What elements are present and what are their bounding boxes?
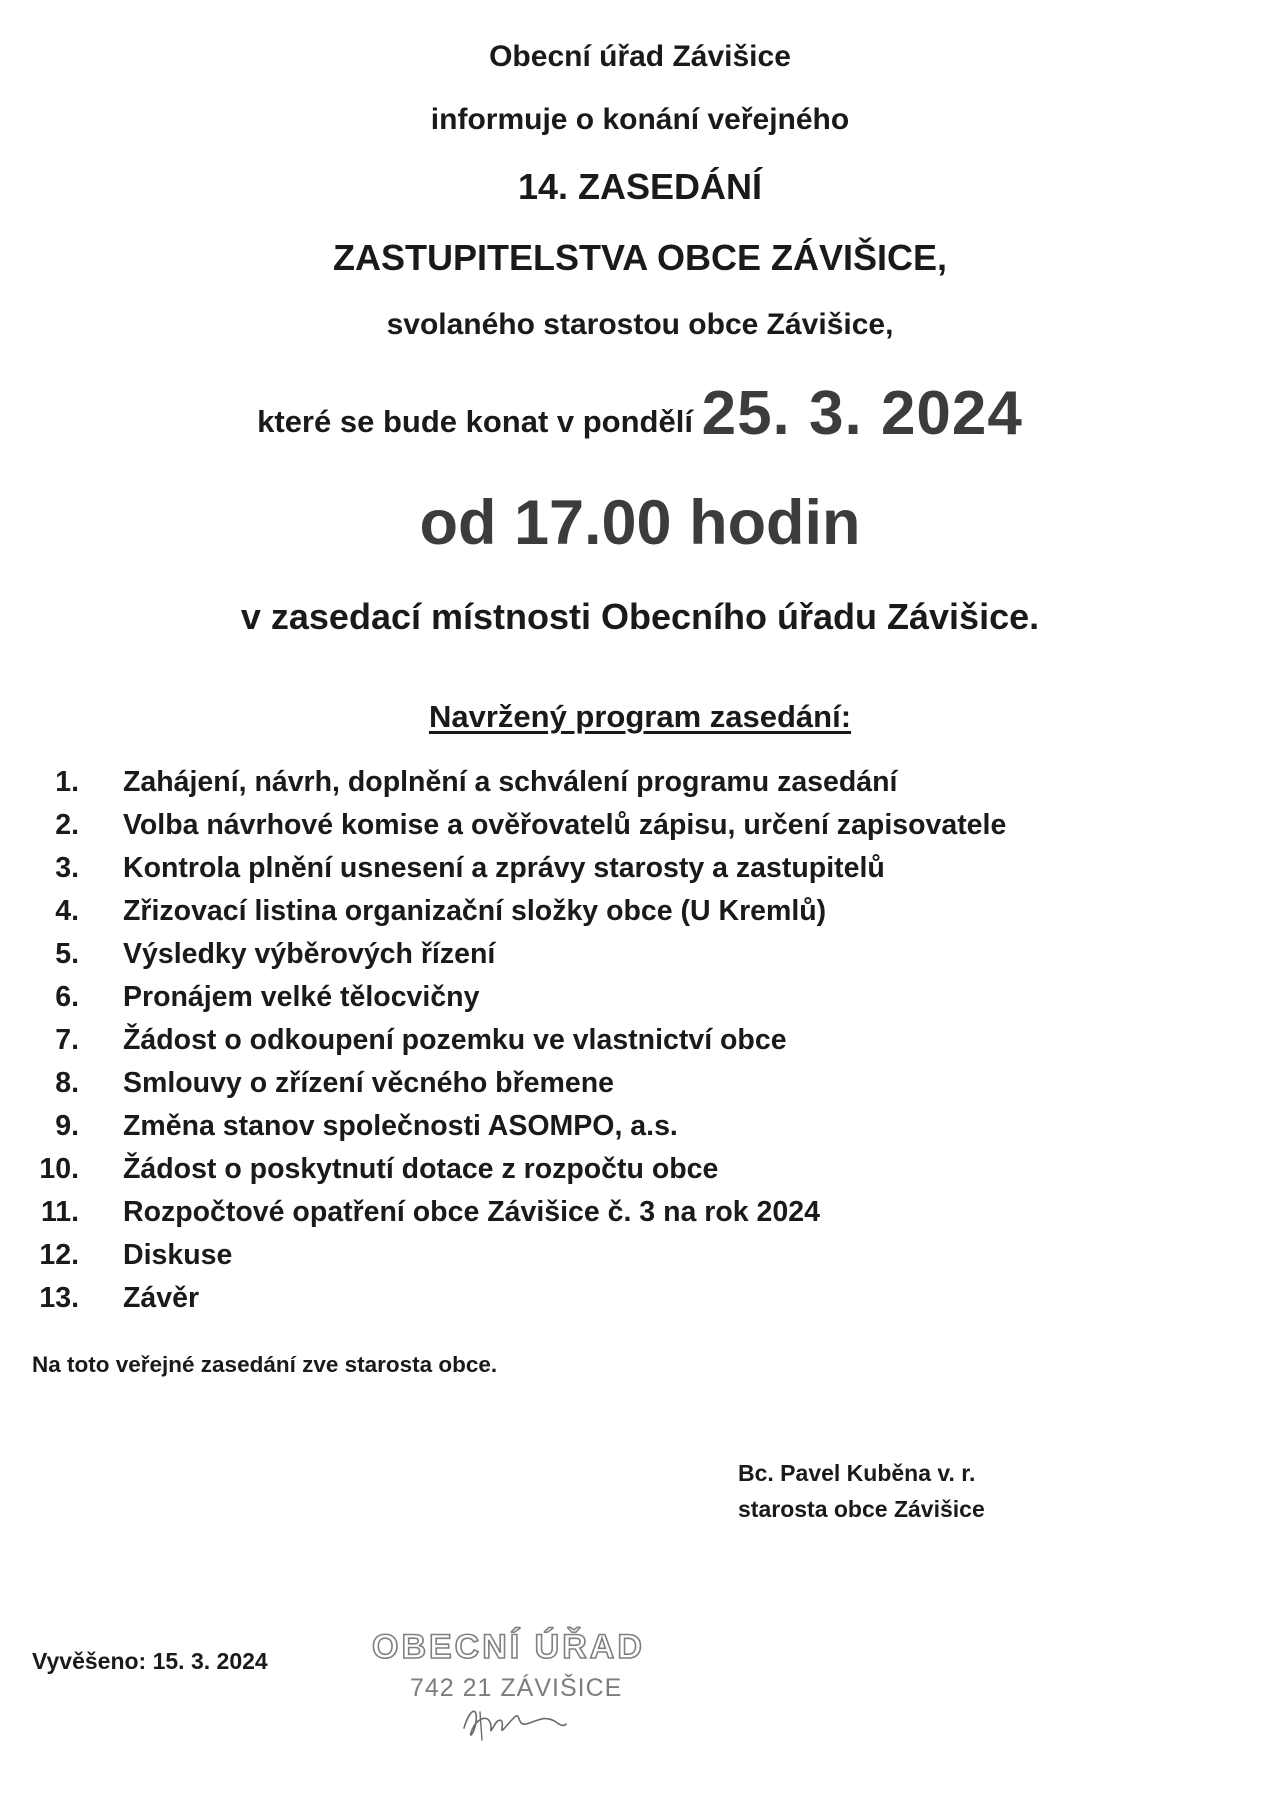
agenda-number: 5. xyxy=(55,938,79,970)
agenda-number: 1. xyxy=(55,766,79,798)
council-title: ZASTUPITELSTVA OBCE ZÁVIŠICE, xyxy=(332,237,948,278)
intro-line: informuje o konání veřejného xyxy=(430,103,850,136)
agenda-text: Závěr xyxy=(123,1282,200,1314)
agenda-item xyxy=(32,1105,1262,1148)
agenda-item xyxy=(32,1191,1262,1234)
posted-date: Vyvěšeno: 15. 3. 2024 xyxy=(32,1648,268,1674)
date-prefix: které se bude konat v pondělí xyxy=(257,404,693,439)
program-heading xyxy=(0,699,1280,735)
agenda-item xyxy=(32,1234,1262,1277)
agenda-number: 9. xyxy=(55,1110,79,1142)
agenda-number: 10. xyxy=(39,1153,79,1185)
convened-by: svolaného starostou obce Závišice, xyxy=(386,308,894,341)
agenda-number: 4. xyxy=(55,895,79,927)
office-stamp xyxy=(372,1628,672,1748)
agenda-number: 2. xyxy=(55,809,79,841)
agenda-text: Změna stanov společnosti ASOMPO, a.s. xyxy=(123,1110,678,1142)
date-line xyxy=(0,378,1280,449)
signature-block xyxy=(738,1455,985,1527)
agenda-text: Výsledky výběrových řízení xyxy=(123,938,496,970)
agenda-item xyxy=(32,1062,1262,1105)
agenda-number: 3. xyxy=(55,852,79,884)
agenda-text: Diskuse xyxy=(123,1239,233,1271)
agenda-item xyxy=(32,933,1262,976)
agenda-text: Pronájem velké tělocvičny xyxy=(123,981,480,1013)
agenda-text: Zřizovací listina organizační složky obce (U Kremlů) xyxy=(123,895,827,927)
meeting-place: v zasedací místnosti Obecního úřadu Závišice. xyxy=(240,596,1040,637)
stamp-title: OBECNÍ ÚŘAD xyxy=(372,1628,645,1666)
agenda-item xyxy=(32,847,1262,890)
program-title: Navržený program zasedání: xyxy=(428,699,852,734)
agenda-list xyxy=(32,761,1262,1320)
meeting-time: od 17.00 hodin xyxy=(419,488,861,558)
agenda-text: Smlouvy o zřízení věcného břemene xyxy=(123,1067,614,1099)
agenda-text: Žádost o odkoupení pozemku ve vlastnictví obce xyxy=(123,1024,787,1056)
agenda-text: Zahájení, návrh, doplnění a schválení programu zasedání xyxy=(123,766,898,798)
agenda-number: 11. xyxy=(40,1196,79,1228)
agenda-item xyxy=(32,1148,1262,1191)
closing-invitation: Na toto veřejné zasedání zve starosta obce. xyxy=(32,1352,498,1377)
agenda-item xyxy=(32,1277,1262,1320)
agenda-item xyxy=(32,890,1262,933)
agenda-item xyxy=(32,1019,1262,1062)
agenda-item xyxy=(32,804,1262,847)
agenda-number: 8. xyxy=(55,1067,79,1099)
agenda-text: Rozpočtové opatření obce Závišice č. 3 na rok 2024 xyxy=(123,1196,820,1228)
agenda-text: Žádost o poskytnutí dotace z rozpočtu obce xyxy=(123,1153,719,1185)
agenda-item xyxy=(32,761,1262,804)
office-name: Obecní úřad Závišice xyxy=(489,40,791,73)
handwritten-signature-icon xyxy=(460,1700,570,1744)
agenda-text: Volba návrhové komise a ověřovatelů zápisu, určení zapisovatele xyxy=(123,809,1007,841)
agenda-number: 12. xyxy=(39,1239,79,1271)
agenda-item xyxy=(32,976,1262,1019)
stamp-address: 742 21 ZÁVIŠICE xyxy=(410,1674,623,1702)
agenda-number: 7. xyxy=(55,1024,79,1056)
meeting-date: 25. 3. 2024 xyxy=(701,379,1023,448)
mayor-name: Bc. Pavel Kuběna v. r. xyxy=(738,1460,976,1486)
agenda-number: 13. xyxy=(39,1282,79,1314)
agenda-text: Kontrola plnění usnesení a zprávy starosty a zastupitelů xyxy=(123,852,885,884)
agenda-number: 6. xyxy=(55,981,79,1013)
mayor-role: starosta obce Závišice xyxy=(738,1496,985,1522)
session-number: 14. ZASEDÁNÍ xyxy=(517,166,763,207)
